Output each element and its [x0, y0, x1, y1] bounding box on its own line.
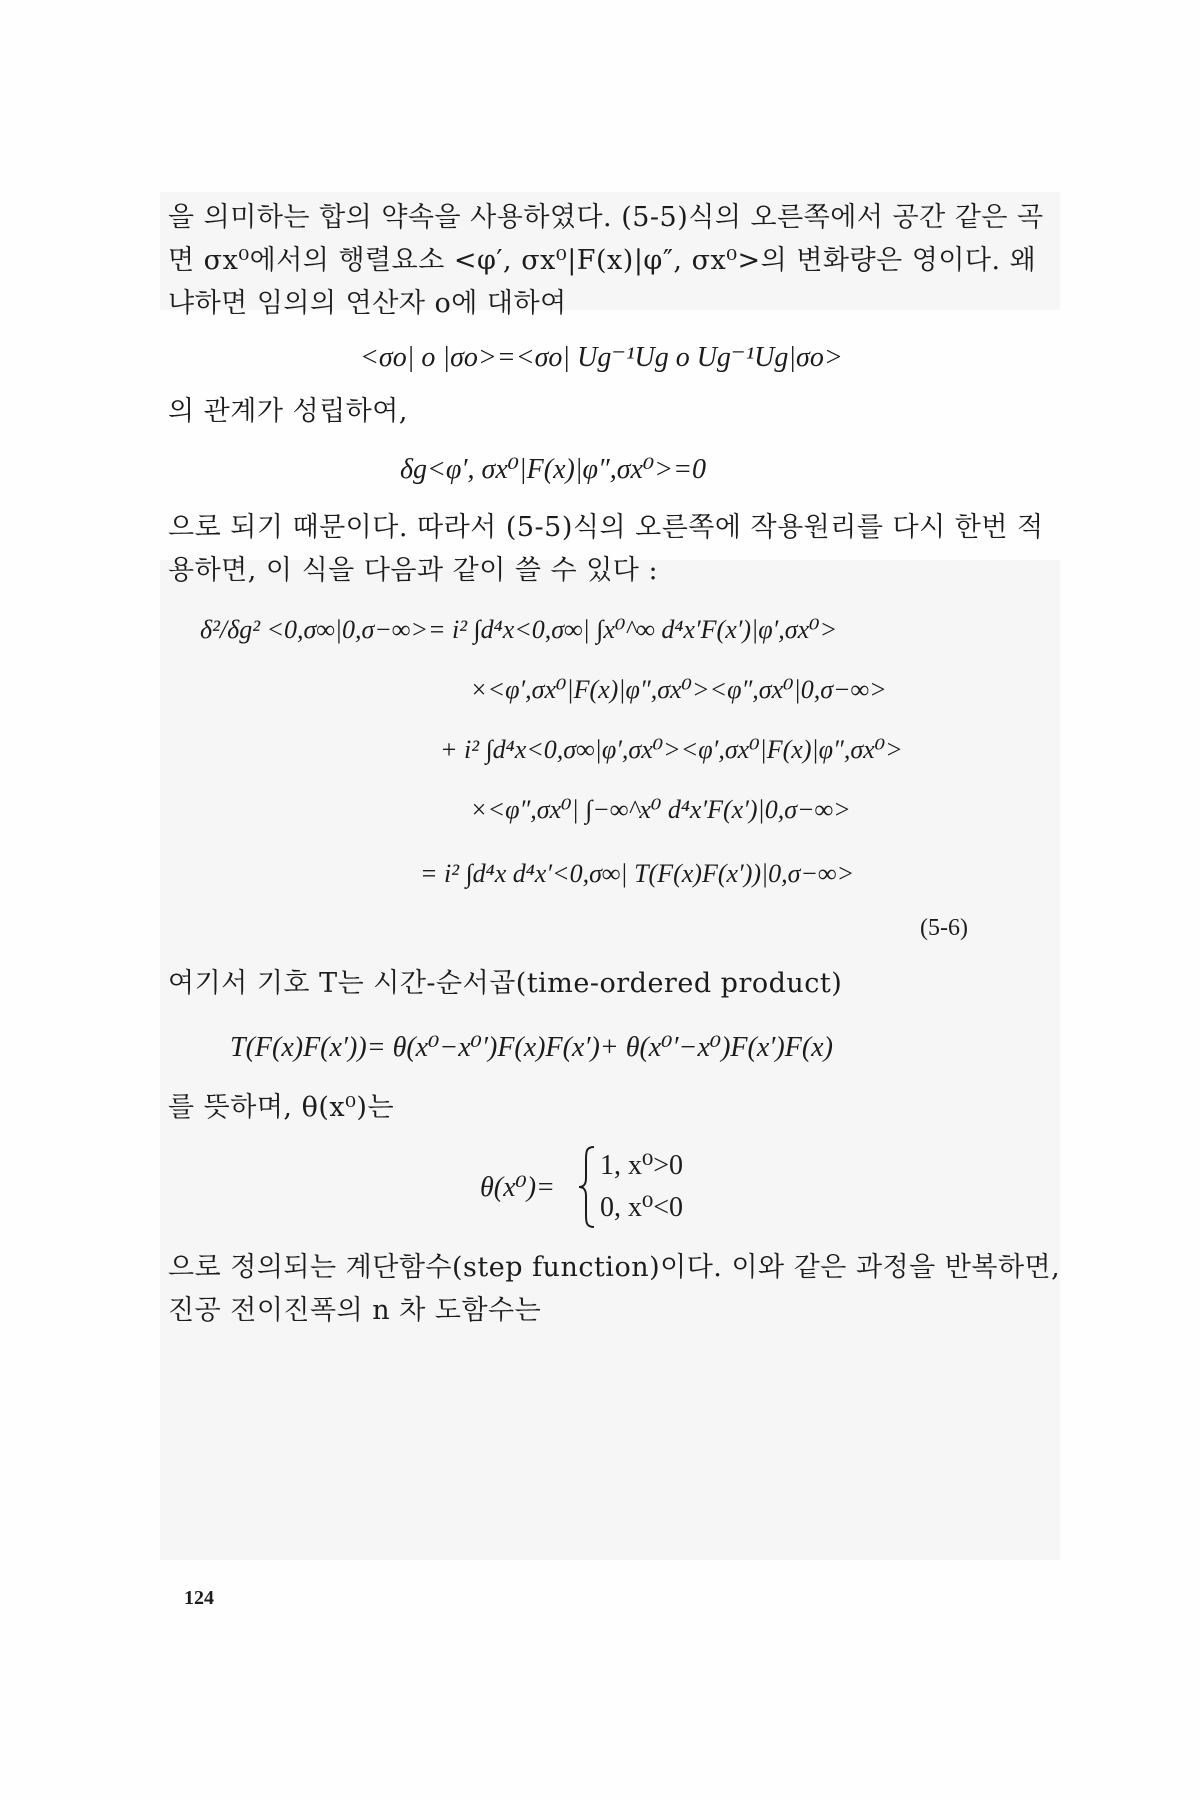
equation-number: (5-6): [920, 915, 968, 941]
equation-variation-zero: δg<φ′, σx⁰|F(x)|φ″,σx⁰>=0: [400, 454, 706, 485]
equation-step-function-lhs: θ(x⁰)=: [480, 1172, 555, 1203]
equation-second-derivative-line: δ²/δg² <0,σ∞|0,σ−∞>= i² ∫d⁴x<0,σ∞| ∫x⁰^∞ d⁴x′F(x′)|φ′,σx⁰>: [200, 615, 838, 644]
paragraph-line: 냐하면 임의의 연산자 o에 대하여: [168, 288, 567, 319]
paragraph-line: 진공 전이진폭의 n 차 도함수는: [168, 1295, 542, 1326]
paragraph-line: 으로 되기 때문이다. 따라서 (5-5)식의 오른쪽에 작용원리를 다시 한번 적: [168, 512, 1044, 543]
page-number: 124: [184, 1587, 214, 1609]
paragraph-line: 을 의미하는 합의 약속을 사용하였다. (5-5)식의 오른쪽에서 공간 같은 곡: [168, 202, 1044, 233]
paragraph-line: 의 관계가 성립하여,: [168, 396, 408, 427]
equation-second-derivative-line: = i² ∫d⁴x d⁴x′<0,σ∞| T(F(x)F(x′))|0,σ−∞>: [420, 859, 855, 888]
equation-step-case-negative: 0, x⁰<0: [600, 1192, 684, 1223]
equation-operator-identity: <σo| o |σo>=<σo| Ug⁻¹Ug o Ug⁻¹Ug|σo>: [360, 342, 843, 373]
equation-time-ordered-product: T(F(x)F(x′))= θ(x⁰−x⁰′)F(x)F(x′)+ θ(x⁰′−x⁰)F(x′)F(x): [230, 1032, 833, 1063]
paragraph-line: 를 뜻하며, θ(x⁰)는: [168, 1092, 395, 1123]
equation-second-derivative-line: + i² ∫d⁴x<0,σ∞|φ′,σx⁰><φ′,σx⁰|F(x)|φ″,σx⁰>: [440, 735, 903, 764]
paragraph-line: 으로 정의되는 계단함수(step function)이다. 이와 같은 과정을 반복하면,: [168, 1252, 1061, 1283]
paragraph-line: 면 σx⁰에서의 행렬요소 <φ′, σx⁰|F(x)|φ″, σx⁰>의 변화량은 영이다. 왜: [168, 245, 1037, 276]
paragraph-line: 여기서 기호 T는 시간-순서곱(time-ordered product): [168, 968, 843, 999]
left-brace-icon: [576, 1144, 598, 1230]
equation-second-derivative-line: ×<φ′,σx⁰|F(x)|φ″,σx⁰><φ″,σx⁰|0,σ−∞>: [470, 675, 887, 704]
equation-second-derivative-line: ×<φ″,σx⁰| ∫−∞^x⁰ d⁴x′F(x′)|0,σ−∞>: [470, 795, 851, 824]
equation-step-case-positive: 1, x⁰>0: [600, 1150, 684, 1181]
paragraph-line: 용하면, 이 식을 다음과 같이 쓸 수 있다 :: [168, 555, 659, 586]
